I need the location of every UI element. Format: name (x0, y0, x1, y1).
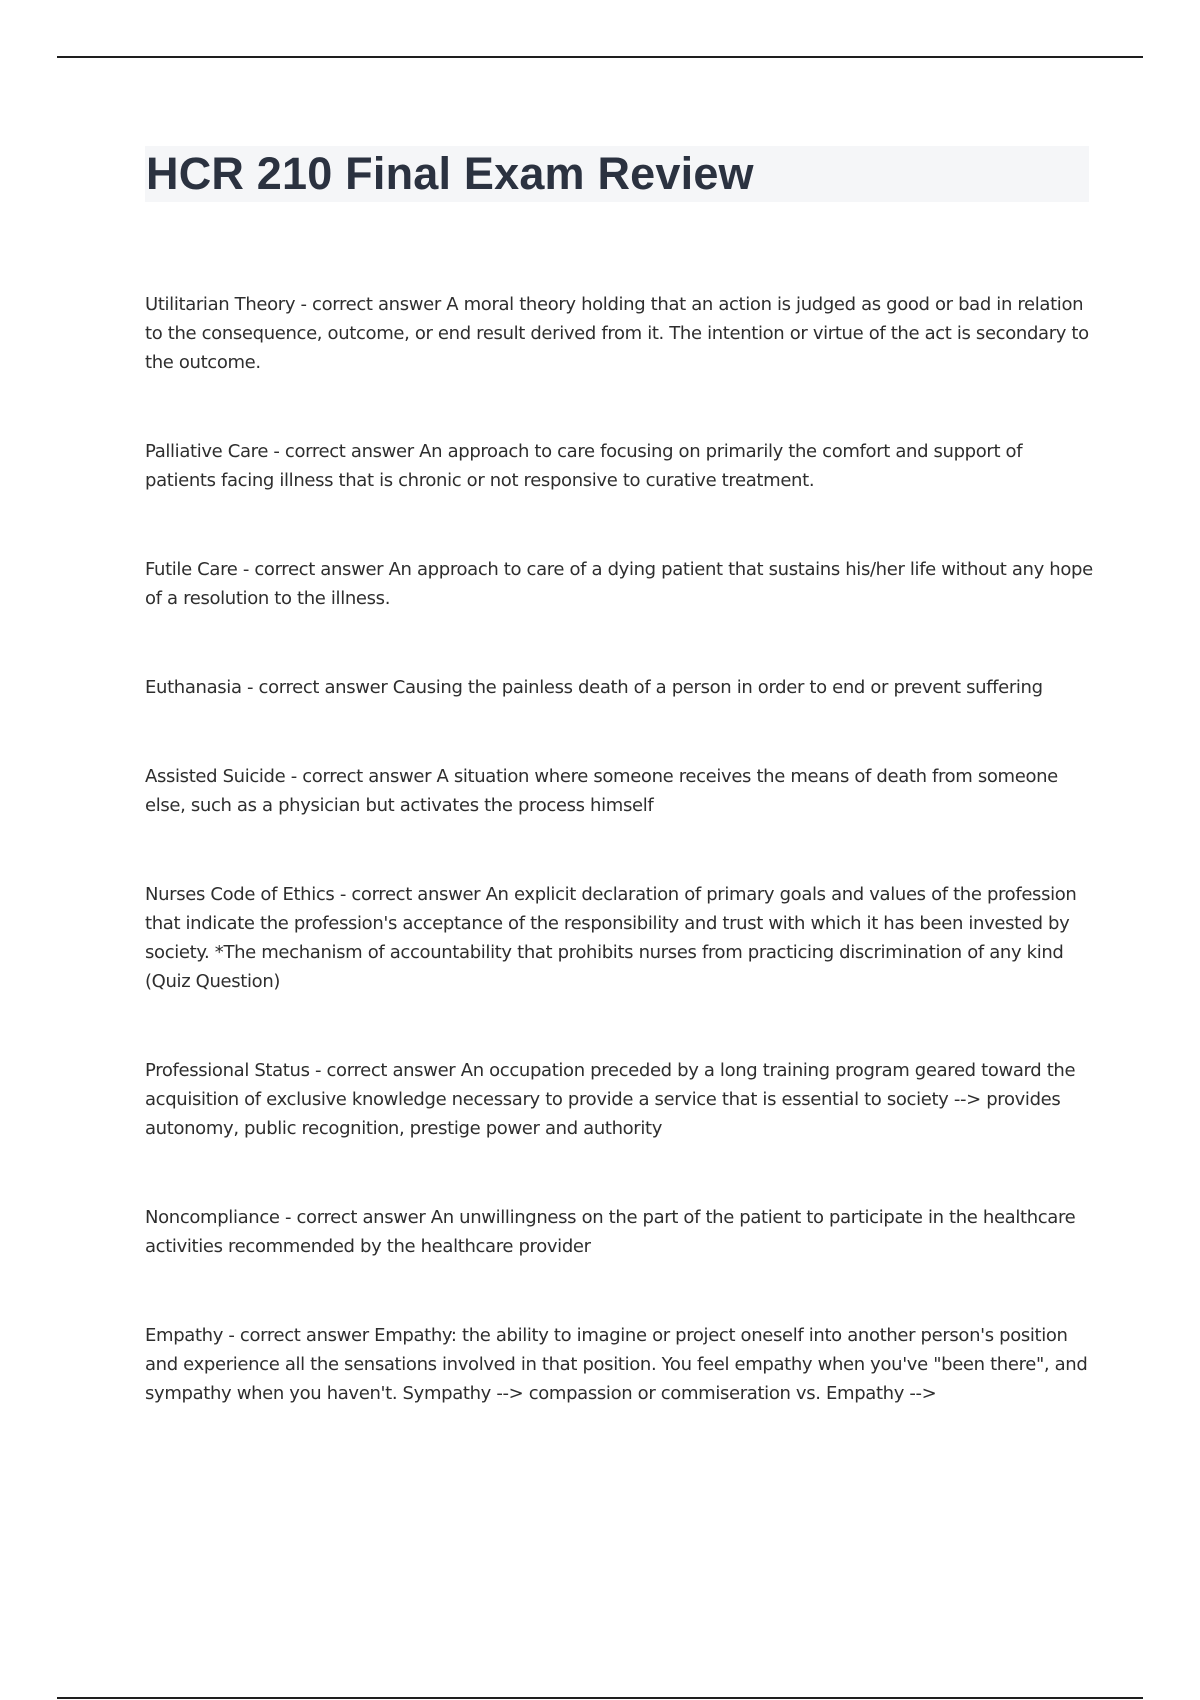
entry-definition: An occupation preceded by a long training program geared toward the acquisition of exclusive knowledge necessary to provide a service that is essential to society --> provides autonomy, public recognition, prestige power and authority (145, 1060, 1076, 1139)
entry-euthanasia (145, 673, 1095, 702)
entry-separator: - correct answer (268, 441, 420, 462)
entry-definition: Empathy: the ability to imagine or project oneself into another person's position and experience all the sensations involved in that position. You feel empathy when you've "been there", and sympathy when you haven't. Sympathy --> compassion or commiseration vs. Empathy --> (145, 1325, 1088, 1404)
entry-term: Empathy (145, 1325, 224, 1346)
entry-separator: - correct answer (309, 1060, 461, 1081)
entry-definition: A moral theory holding that an action is judged as good or bad in relation to the consequence, outcome, or end result derived from it. The intention or virtue of the act is secondary to the outcome. (145, 294, 1089, 373)
entry-noncompliance (145, 1203, 1095, 1261)
entry-term: Utilitarian Theory (145, 294, 296, 315)
entry-term: Professional Status (145, 1060, 310, 1081)
entry-term: Noncompliance (145, 1207, 280, 1228)
entry-separator: - correct answer (285, 766, 437, 787)
entry-term: Assisted Suicide (145, 766, 286, 787)
entry-definition: An approach to care of a dying patient that sustains his/her life without any hope of a resolution to the illness. (145, 559, 1093, 609)
entry-palliative-care (145, 437, 1095, 495)
entry-definition: Causing the painless death of a person in order to end or prevent suffering (392, 677, 1043, 698)
top-rule (57, 56, 1143, 58)
entry-professional-status (145, 1056, 1095, 1143)
entry-empathy (145, 1321, 1095, 1408)
entry-nurses-code-of-ethics (145, 880, 1095, 996)
entry-definition: A situation where someone receives the means of death from someone else, such as a physician but activates the process himself (145, 766, 1058, 816)
entry-list (145, 290, 1095, 1468)
entry-term: Futile Care (145, 559, 238, 580)
entry-assisted-suicide (145, 762, 1095, 820)
entry-separator: - correct answer (279, 1207, 431, 1228)
page-title: HCR 210 Final Exam Review (146, 148, 754, 199)
entry-separator: - correct answer (223, 1325, 375, 1346)
entry-term: Nurses Code of Ethics (145, 884, 335, 905)
bottom-rule (57, 1697, 1143, 1699)
entry-separator: - correct answer (334, 884, 486, 905)
entry-separator: - correct answer (241, 677, 393, 698)
entry-utilitarian-theory (145, 290, 1095, 377)
entry-separator: - correct answer (237, 559, 389, 580)
entry-definition: An explicit declaration of primary goals and values of the profession that indicate the profession's acceptance of the responsibility and trust with which it has been invested by society. *The mechanism of accountability that prohibits nurses from practicing discrimination of any kind (Quiz Question) (145, 884, 1077, 992)
entry-term: Palliative Care (145, 441, 269, 462)
entry-definition: An approach to care focusing on primarily the comfort and support of patients facing illness that is chronic or not responsive to curative treatment. (145, 441, 1023, 491)
entry-definition: An unwillingness on the part of the patient to participate in the healthcare activities recommended by the healthcare provider (145, 1207, 1076, 1257)
entry-separator: - correct answer (295, 294, 447, 315)
entry-futile-care (145, 555, 1095, 613)
entry-term: Euthanasia (145, 677, 242, 698)
